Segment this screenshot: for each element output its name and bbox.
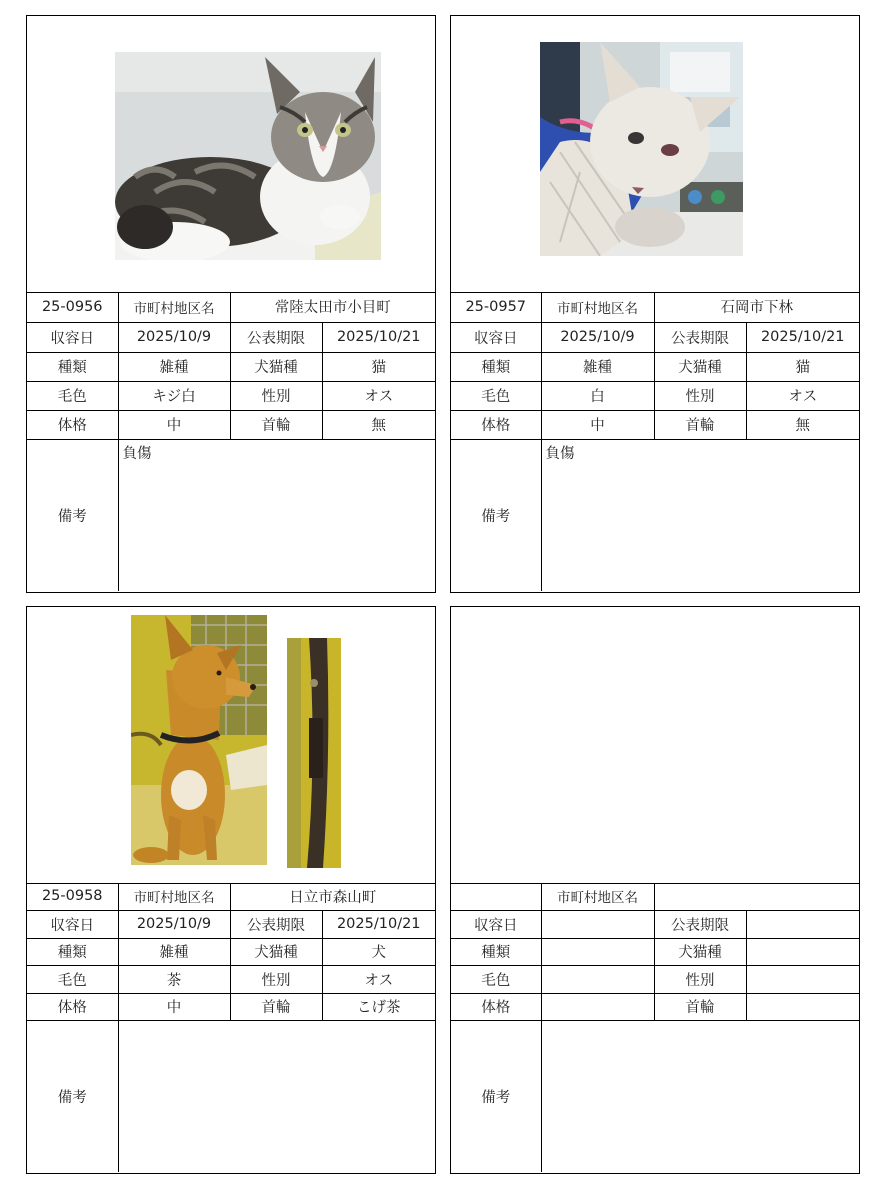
animal-id: 25-0958	[27, 883, 118, 910]
animal-card-3	[26, 606, 436, 1174]
animal-card-4	[450, 606, 860, 1174]
animal-card-2	[450, 15, 860, 593]
intake-date-label: 収容日	[27, 910, 118, 938]
size-value	[541, 993, 654, 1020]
size-label: 体格	[451, 410, 541, 439]
size-value: 中	[118, 993, 230, 1020]
size-value: 中	[541, 410, 654, 439]
size-value: 中	[118, 410, 230, 439]
species-value: 犬	[322, 938, 435, 965]
area-label: 市町村地区名	[118, 883, 230, 910]
publish-deadline-label: 公表期限	[654, 322, 746, 352]
area-value	[654, 883, 859, 910]
collar-label: 首輪	[230, 993, 322, 1020]
area-value: 常陸太田市小目町	[230, 292, 435, 322]
white-cat-photo	[540, 42, 743, 256]
sex-value: オス	[322, 965, 435, 993]
publish-deadline-label: 公表期限	[230, 322, 322, 352]
intake-date-label: 収容日	[27, 322, 118, 352]
photo-area	[451, 607, 859, 884]
collar-value	[746, 993, 859, 1020]
remarks-label: 備考	[27, 1020, 118, 1172]
color-value: 茶	[118, 965, 230, 993]
remarks-value	[118, 1020, 435, 1172]
sex-value: オス	[746, 381, 859, 410]
publish-deadline-value: 2025/10/21	[322, 910, 435, 938]
sex-label: 性別	[230, 381, 322, 410]
species-value: 猫	[746, 352, 859, 381]
breed-label: 種類	[27, 938, 118, 965]
intake-date-value: 2025/10/9	[118, 322, 230, 352]
sex-value: オス	[322, 381, 435, 410]
area-label: 市町村地区名	[541, 292, 654, 322]
remarks-value: 負傷	[541, 439, 859, 591]
remarks-value	[541, 1020, 859, 1172]
area-label: 市町村地区名	[541, 883, 654, 910]
breed-label: 種類	[451, 352, 541, 381]
remarks-value: 負傷	[118, 439, 435, 591]
brown-dog-photo	[131, 615, 267, 865]
collar-label: 首輪	[230, 410, 322, 439]
intake-date-value	[541, 910, 654, 938]
collar-value: 無	[322, 410, 435, 439]
area-value: 日立市森山町	[230, 883, 435, 910]
info-table	[451, 883, 859, 1172]
collar-value: 無	[746, 410, 859, 439]
animal-id: 25-0956	[27, 292, 118, 322]
photo-area	[27, 16, 435, 293]
animal-id: 25-0957	[451, 292, 541, 322]
info-table	[27, 883, 435, 1172]
sex-value	[746, 965, 859, 993]
intake-date-label: 収容日	[451, 322, 541, 352]
size-label: 体格	[451, 993, 541, 1020]
remarks-label: 備考	[451, 1020, 541, 1172]
breed-label: 種類	[27, 352, 118, 381]
color-label: 毛色	[451, 965, 541, 993]
info-table	[27, 292, 435, 591]
animal-id	[451, 883, 541, 910]
breed-label: 種類	[451, 938, 541, 965]
species-value: 猫	[322, 352, 435, 381]
publish-deadline-value	[746, 910, 859, 938]
area-value: 石岡市下林	[654, 292, 859, 322]
species-label: 犬猫種	[654, 938, 746, 965]
publish-deadline-label: 公表期限	[230, 910, 322, 938]
color-label: 毛色	[451, 381, 541, 410]
sex-label: 性別	[230, 965, 322, 993]
collar-photo	[287, 638, 341, 868]
intake-date-value: 2025/10/9	[541, 322, 654, 352]
color-label: 毛色	[27, 381, 118, 410]
collar-value: こげ茶	[322, 993, 435, 1020]
photo-area	[451, 16, 859, 293]
size-label: 体格	[27, 410, 118, 439]
species-label: 犬猫種	[654, 352, 746, 381]
info-table	[451, 292, 859, 591]
intake-date-label: 収容日	[451, 910, 541, 938]
sex-label: 性別	[654, 965, 746, 993]
sex-label: 性別	[654, 381, 746, 410]
publish-deadline-value: 2025/10/21	[746, 322, 859, 352]
breed-value: 雑種	[118, 352, 230, 381]
publish-deadline-label: 公表期限	[654, 910, 746, 938]
species-label: 犬猫種	[230, 352, 322, 381]
remarks-label: 備考	[27, 439, 118, 591]
species-label: 犬猫種	[230, 938, 322, 965]
collar-label: 首輪	[654, 410, 746, 439]
color-value	[541, 965, 654, 993]
intake-date-value: 2025/10/9	[118, 910, 230, 938]
color-label: 毛色	[27, 965, 118, 993]
remarks-label: 備考	[451, 439, 541, 591]
area-label: 市町村地区名	[118, 292, 230, 322]
tabby-white-cat-photo	[115, 52, 381, 260]
breed-value: 雑種	[541, 352, 654, 381]
photo-area	[27, 607, 435, 884]
species-value	[746, 938, 859, 965]
color-value: キジ白	[118, 381, 230, 410]
breed-value	[541, 938, 654, 965]
publish-deadline-value: 2025/10/21	[322, 322, 435, 352]
size-label: 体格	[27, 993, 118, 1020]
collar-label: 首輪	[654, 993, 746, 1020]
breed-value: 雑種	[118, 938, 230, 965]
animal-card-1	[26, 15, 436, 593]
color-value: 白	[541, 381, 654, 410]
